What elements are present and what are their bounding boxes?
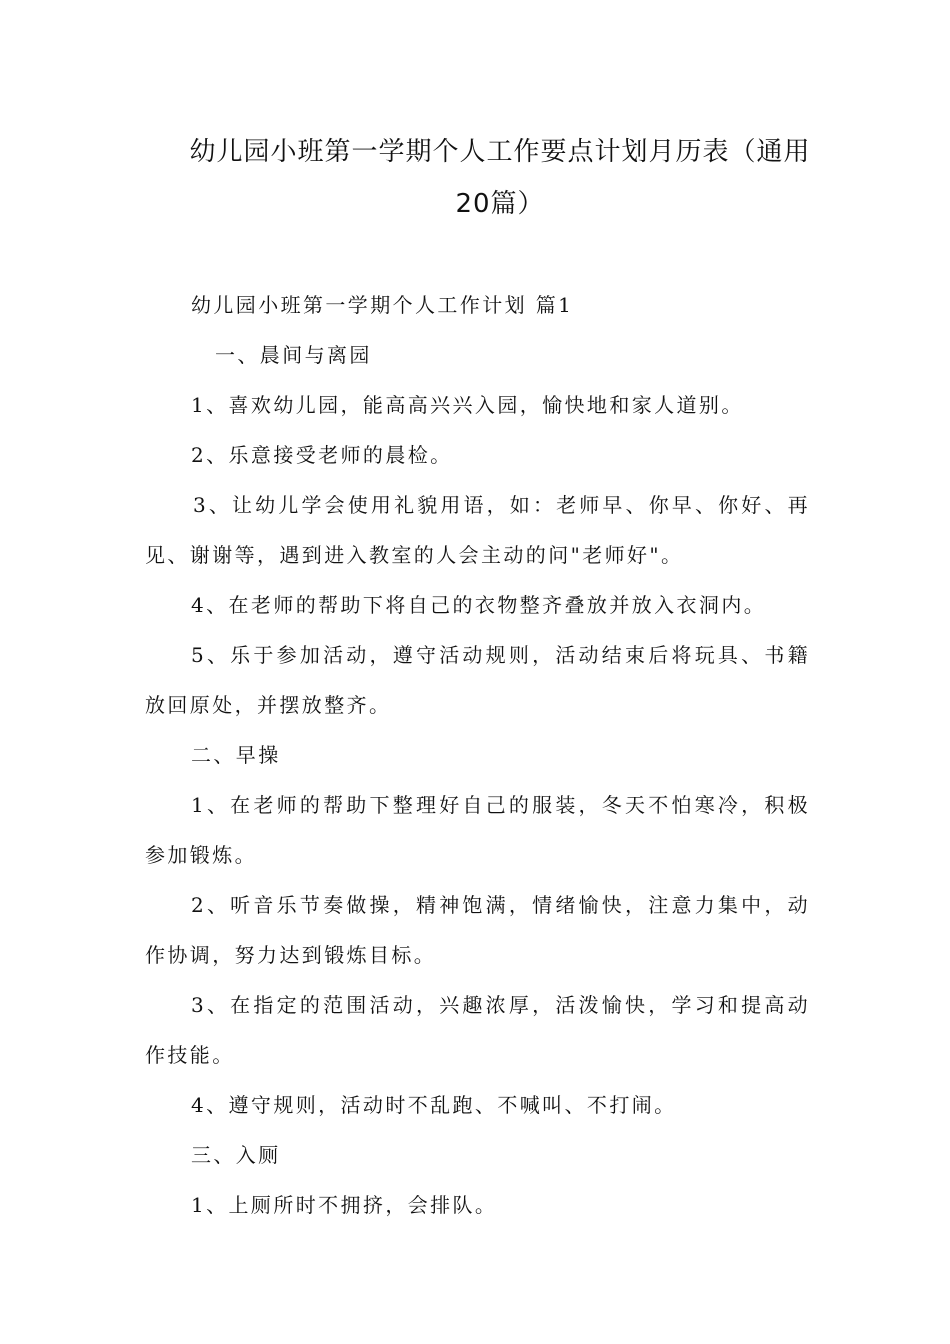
paragraph: 2、乐意接受老师的晨检。 bbox=[191, 443, 453, 467]
title-line-1: 幼儿园小班第一学期个人工作要点计划月历表（通用 bbox=[189, 137, 811, 167]
paragraph: 3、让幼儿学会使用礼貌用语，如：老师早、你早、你好、再见、谢谢等，遇到进入教室的人会主动的问"老师好"。 bbox=[145, 493, 810, 567]
paragraph: 幼儿园小班第一学期个人工作计划 篇1 bbox=[191, 293, 574, 317]
paragraph: 1、在老师的帮助下整理好自己的服装，冬天不怕寒冷，积极参加锻炼。 bbox=[145, 793, 810, 867]
document-body bbox=[145, 280, 810, 1230]
paragraph: 1、喜欢幼儿园，能高高兴兴入园，愉快地和家人道别。 bbox=[191, 393, 744, 417]
document-title bbox=[140, 126, 860, 230]
paragraph: 5、乐于参加活动，遵守活动规则，活动结束后将玩具、书籍放回原处，并摆放整齐。 bbox=[145, 643, 810, 717]
paragraph: 二、早操 bbox=[191, 743, 281, 767]
paragraph: 三、入厕 bbox=[191, 1143, 281, 1167]
paragraph: 3、在指定的范围活动，兴趣浓厚，活泼愉快，学习和提高动作技能。 bbox=[145, 993, 810, 1067]
paragraph: 2、听音乐节奏做操，精神饱满，情绪愉快，注意力集中，动作协调，努力达到锻炼目标。 bbox=[145, 893, 810, 967]
paragraph: 1、上厕所时不拥挤，会排队。 bbox=[191, 1193, 498, 1217]
title-line-2: 20篇） bbox=[455, 189, 545, 219]
paragraph: 4、遵守规则，活动时不乱跑、不喊叫、不打闹。 bbox=[191, 1093, 677, 1117]
paragraph: 4、在老师的帮助下将自己的衣物整齐叠放并放入衣洞内。 bbox=[191, 593, 767, 617]
paragraph: 一、晨间与离园 bbox=[215, 343, 372, 367]
